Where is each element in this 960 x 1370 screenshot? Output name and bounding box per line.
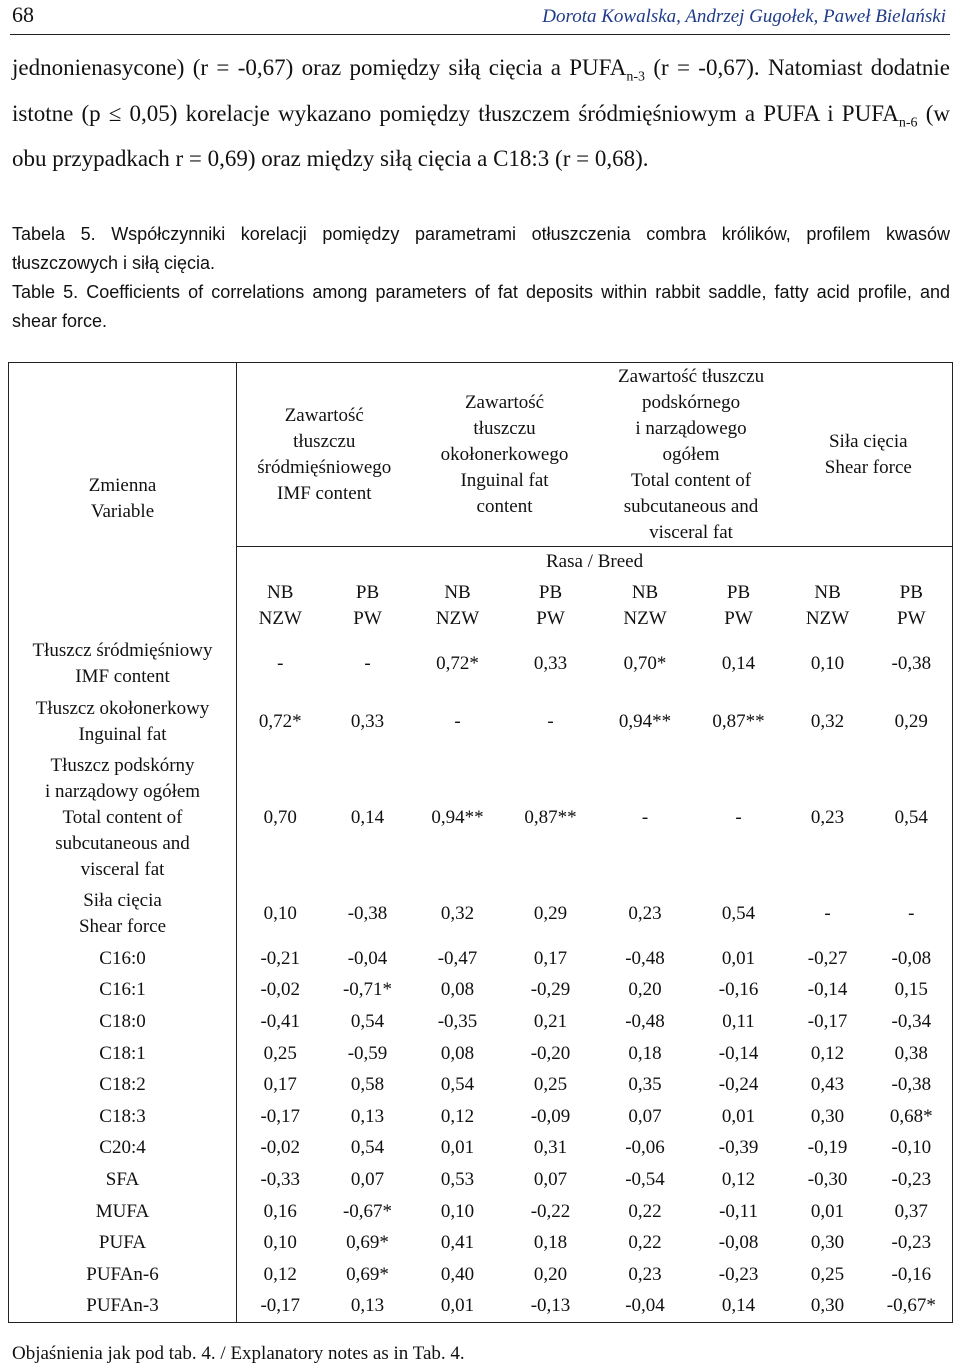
breed-header-text: PB bbox=[355, 582, 380, 603]
value-cell: 0,54 bbox=[350, 1137, 385, 1159]
value-cell: 0,69* bbox=[346, 1232, 389, 1254]
group-header-text: Zawartość bbox=[464, 391, 545, 413]
value-cell: 0,01 bbox=[721, 1105, 756, 1127]
breed-header-cell bbox=[871, 577, 953, 635]
value-cell: 0,54 bbox=[350, 1010, 385, 1032]
value-cell: - bbox=[641, 807, 649, 828]
value-cell: 0,38 bbox=[871, 1038, 953, 1070]
page-number: 68 bbox=[12, 2, 34, 27]
value-cell: 0,12 bbox=[810, 1042, 845, 1064]
value-cell: 0,32 bbox=[440, 903, 475, 924]
value-cell: 0,13 bbox=[324, 1291, 412, 1323]
value-cell: -0,54 bbox=[625, 1168, 665, 1190]
value-cell: -0,20 bbox=[530, 1042, 571, 1064]
row-label-text: Siła cięcia bbox=[83, 890, 162, 911]
value-cell: -0,38 bbox=[871, 1069, 953, 1101]
value-cell: - bbox=[824, 903, 831, 924]
row-label-text: IMF content bbox=[75, 666, 170, 687]
value-cell: -0,04 bbox=[347, 947, 388, 969]
value-cell: 0,23 bbox=[810, 807, 845, 828]
group-header-text: tłuszczu bbox=[293, 430, 356, 452]
value-cell: -0,02 bbox=[260, 979, 301, 1001]
value-cell: 0,20 bbox=[533, 1263, 568, 1285]
table-row bbox=[9, 1291, 953, 1323]
breed-header-text: PW bbox=[724, 608, 753, 629]
table-row bbox=[9, 1006, 953, 1038]
value-cell: 0,18 bbox=[628, 1042, 662, 1064]
value-cell: 0,33 bbox=[350, 711, 385, 732]
value-cell: 0,10 bbox=[263, 1232, 297, 1254]
variable-header-cell bbox=[9, 363, 237, 636]
breed-header-text: NZW bbox=[805, 608, 850, 629]
group-header-text: Inguinal fat bbox=[460, 469, 549, 491]
row-label-cell: PUFAn-3 bbox=[9, 1291, 237, 1323]
table-row bbox=[9, 751, 953, 885]
value-cell: 0,21 bbox=[533, 1010, 568, 1032]
value-cell: 0,94** bbox=[618, 711, 672, 732]
value-cell: 0,17 bbox=[533, 947, 568, 969]
value-cell: -0,04 bbox=[598, 1291, 693, 1323]
row-label-cell: C18:2 bbox=[9, 1069, 237, 1101]
value-cell: -0,34 bbox=[871, 1006, 953, 1038]
value-cell: - bbox=[735, 807, 742, 828]
running-header bbox=[10, 0, 950, 35]
value-cell: 0,37 bbox=[871, 1196, 953, 1228]
variable-header-text: Variable bbox=[90, 501, 155, 522]
value-cell: 0,54 bbox=[871, 751, 953, 885]
value-cell: -0,67* bbox=[871, 1291, 953, 1323]
row-label-cell: SFA bbox=[9, 1164, 237, 1196]
value-cell: 0,87** bbox=[712, 711, 765, 732]
table-row bbox=[9, 1259, 953, 1291]
value-cell: 0,17 bbox=[263, 1074, 297, 1096]
value-cell: 0,11 bbox=[722, 1010, 755, 1032]
row-label-cell: C18:1 bbox=[9, 1038, 237, 1070]
value-cell: 0,20 bbox=[628, 979, 662, 1001]
body-text: jednonienasycone) (r = -0,67) oraz pomiędzy siłą cięcia a PUFA bbox=[12, 55, 627, 80]
value-cell: -0,17 bbox=[260, 1105, 301, 1127]
table-footnote: Objaśnienia jak pod tab. 4. / Explanatory notes as in Tab. 4. bbox=[12, 1343, 465, 1364]
row-label-cell bbox=[9, 751, 237, 885]
value-cell: 0,22 bbox=[628, 1200, 662, 1222]
value-cell: 0,12 bbox=[440, 1105, 475, 1127]
row-label-cell: MUFA bbox=[9, 1196, 237, 1228]
breed-header-cell bbox=[412, 577, 504, 635]
value-cell: 0,29 bbox=[871, 693, 953, 751]
breed-header-text: NB bbox=[444, 582, 471, 603]
group-header-text: IMF content bbox=[277, 482, 372, 504]
group-header-text: subcutaneous and bbox=[623, 495, 759, 517]
breed-header-cell bbox=[324, 577, 412, 635]
body-text: (r = -0,67). Natomiast dodatnie istotne (p ≤ 0,05) korelacje wykazano pomiędzy tłuszczem śródmięśniowym a PUFA i PUFA bbox=[12, 55, 951, 126]
breed-header-text: PB bbox=[726, 582, 751, 603]
caption-polish: Tabela 5. Współczynniki korelacji pomiędzy parametrami otłuszczenia combra królików, profilem kwasów tłuszczowych i siłą cięcia. bbox=[12, 224, 950, 273]
body-paragraph bbox=[12, 50, 950, 177]
value-cell: -0,38 bbox=[871, 635, 953, 693]
value-cell: 0,10 bbox=[440, 1200, 475, 1222]
value-cell: 0,10 bbox=[263, 903, 297, 924]
value-cell: -0,30 bbox=[807, 1168, 848, 1190]
body-text: (w obu przypadkach r = 0,69) oraz między siłą cięcia a C18:3 (r = 0,68). bbox=[12, 100, 950, 172]
row-label-cell bbox=[9, 635, 237, 693]
value-cell: -0,23 bbox=[871, 1227, 953, 1259]
value-cell: -0,33 bbox=[260, 1168, 301, 1190]
value-cell: 0,25 bbox=[533, 1074, 568, 1096]
breed-header-cell bbox=[693, 577, 785, 635]
table-row bbox=[9, 1164, 953, 1196]
value-cell: -0,41 bbox=[260, 1010, 301, 1032]
value-cell: 0,12 bbox=[263, 1263, 297, 1285]
breed-header-text: PW bbox=[536, 608, 565, 629]
breed-header-text: PB bbox=[538, 582, 563, 603]
breed-header-text: NB bbox=[631, 582, 659, 603]
value-cell: 0,70* bbox=[623, 653, 667, 674]
value-cell: 0,01 bbox=[810, 1200, 845, 1222]
value-cell: 0,69* bbox=[346, 1263, 389, 1285]
group-header-cell bbox=[412, 363, 598, 547]
value-cell: 0,54 bbox=[721, 903, 756, 924]
value-cell: -0,11 bbox=[719, 1200, 758, 1222]
table-row bbox=[9, 1101, 953, 1133]
value-cell: -0,08 bbox=[718, 1232, 759, 1254]
group-header-text: content bbox=[476, 495, 533, 517]
table-row bbox=[9, 1227, 953, 1259]
value-cell: 0,25 bbox=[263, 1042, 297, 1064]
correlation-table bbox=[8, 362, 953, 1323]
body-subscript: n-6 bbox=[898, 115, 918, 131]
value-cell: -0,39 bbox=[718, 1137, 759, 1159]
group-header-text: Zawartość bbox=[284, 404, 364, 426]
value-cell: -0,21 bbox=[260, 947, 301, 969]
row-label-text: Total content of bbox=[62, 807, 183, 828]
table-row bbox=[9, 975, 953, 1007]
group-header-cell bbox=[598, 363, 785, 547]
value-cell: -0,14 bbox=[807, 979, 848, 1001]
value-cell: 0,29 bbox=[533, 903, 568, 924]
breed-header-text: NB bbox=[814, 582, 841, 603]
value-cell: -0,71* bbox=[342, 979, 393, 1001]
value-cell: 0,41 bbox=[440, 1232, 475, 1254]
value-cell: -0,24 bbox=[718, 1074, 759, 1096]
row-label-text: i narządowy ogółem bbox=[44, 781, 201, 802]
value-cell: 0,07 bbox=[628, 1105, 662, 1127]
group-header-text: Shear force bbox=[824, 456, 912, 478]
value-cell: 0,07 bbox=[533, 1168, 568, 1190]
value-cell: 0,35 bbox=[628, 1074, 662, 1096]
row-label-cell: PUFAn-6 bbox=[9, 1259, 237, 1291]
caption-english: Table 5. Coefficients of correlations among parameters of fat deposits within rabbit saddle, fatty acid profile, and shear force. bbox=[12, 282, 950, 331]
breed-header-cell bbox=[504, 577, 598, 635]
group-header-text: Siła cięcia bbox=[828, 430, 908, 452]
value-cell: 0,01 bbox=[412, 1291, 504, 1323]
value-cell: 0,30 bbox=[810, 1105, 845, 1127]
value-cell: 0,01 bbox=[721, 947, 756, 969]
row-label-text: Shear force bbox=[78, 916, 167, 937]
group-header-text: ogółem bbox=[662, 443, 720, 465]
value-cell: 0,53 bbox=[440, 1168, 475, 1190]
table-row bbox=[9, 943, 953, 975]
table-row bbox=[9, 1196, 953, 1228]
value-cell: 0,08 bbox=[440, 1042, 475, 1064]
rasa-breed-cell: Rasa / Breed bbox=[237, 547, 953, 578]
value-cell: 0,70 bbox=[263, 807, 297, 828]
value-cell: -0,22 bbox=[530, 1200, 571, 1222]
value-cell: 0,30 bbox=[785, 1291, 871, 1323]
breed-header-text: PW bbox=[897, 608, 926, 629]
breed-header-cell bbox=[598, 577, 693, 635]
value-cell: - bbox=[547, 711, 554, 732]
value-cell: 0,08 bbox=[440, 979, 475, 1001]
running-authors: Dorota Kowalska, Andrzej Gugołek, Paweł Bielański bbox=[542, 6, 946, 27]
group-header-cell bbox=[785, 363, 953, 547]
group-header-text: podskórnego bbox=[641, 391, 741, 413]
row-label-text: Tłuszcz okołonerkowy bbox=[35, 698, 210, 719]
value-cell: 0,94** bbox=[431, 807, 484, 828]
value-cell: -0,14 bbox=[718, 1042, 759, 1064]
table-row bbox=[9, 1133, 953, 1165]
row-label-text: Inguinal fat bbox=[78, 724, 167, 745]
breed-header-cell bbox=[785, 577, 871, 635]
row-label-text: subcutaneous and bbox=[55, 833, 190, 854]
value-cell: 0,30 bbox=[810, 1232, 845, 1254]
value-cell: 0,23 bbox=[628, 903, 662, 924]
value-cell: 0,40 bbox=[440, 1263, 475, 1285]
value-cell: -0,48 bbox=[625, 947, 665, 969]
breed-header-text: NB bbox=[267, 582, 294, 603]
table-row bbox=[9, 635, 953, 693]
value-cell: 0,23 bbox=[628, 1263, 662, 1285]
value-cell: 0,72* bbox=[436, 653, 479, 674]
table-row bbox=[9, 1069, 953, 1101]
value-cell: 0,31 bbox=[533, 1137, 568, 1159]
group-header-text: Zawartość tłuszczu bbox=[617, 365, 765, 387]
breed-header-text: NZW bbox=[435, 608, 480, 629]
value-cell: -0,16 bbox=[718, 979, 759, 1001]
value-cell: - bbox=[364, 653, 371, 674]
group-header-text: okołonerkowego bbox=[440, 443, 569, 465]
value-cell: -0,17 bbox=[237, 1291, 324, 1323]
row-label-cell bbox=[9, 885, 237, 943]
value-cell: 0,25 bbox=[810, 1263, 845, 1285]
row-label-cell: C20:4 bbox=[9, 1133, 237, 1165]
value-cell: 0,14 bbox=[693, 1291, 785, 1323]
value-cell: -0,48 bbox=[625, 1010, 665, 1032]
value-cell: 0,12 bbox=[721, 1168, 756, 1190]
value-cell: 0,15 bbox=[871, 975, 953, 1007]
value-cell: -0,19 bbox=[807, 1137, 848, 1159]
row-label-cell: PUFA bbox=[9, 1227, 237, 1259]
value-cell: -0,27 bbox=[807, 947, 848, 969]
value-cell: 0,01 bbox=[440, 1137, 475, 1159]
breed-header-text: PW bbox=[353, 608, 382, 629]
group-header-text: visceral fat bbox=[649, 521, 733, 543]
value-cell: -0,17 bbox=[807, 1010, 848, 1032]
value-cell: -0,16 bbox=[871, 1259, 953, 1291]
value-cell: -0,23 bbox=[718, 1263, 759, 1285]
breed-header-text: NZW bbox=[258, 608, 302, 629]
row-label-cell: C16:1 bbox=[9, 975, 237, 1007]
row-label-cell: C18:3 bbox=[9, 1101, 237, 1133]
value-cell: 0,54 bbox=[440, 1074, 475, 1096]
value-cell: - bbox=[454, 711, 461, 732]
value-cell: -0,02 bbox=[260, 1137, 301, 1159]
value-cell: 0,18 bbox=[533, 1232, 568, 1254]
value-cell: -0,06 bbox=[625, 1137, 665, 1159]
value-cell: - bbox=[871, 885, 953, 943]
row-label-cell: C18:0 bbox=[9, 1006, 237, 1038]
value-cell: 0,13 bbox=[350, 1105, 385, 1127]
table-row bbox=[9, 693, 953, 751]
header-row bbox=[9, 363, 953, 547]
row-label-cell bbox=[9, 693, 237, 751]
value-cell: -0,59 bbox=[347, 1042, 388, 1064]
value-cell: 0,10 bbox=[810, 653, 845, 674]
variable-header-text: Zmienna bbox=[88, 475, 157, 496]
breed-header-cell bbox=[237, 577, 324, 635]
value-cell: 0,68* bbox=[871, 1101, 953, 1133]
breed-header-text: NZW bbox=[623, 608, 667, 629]
value-cell: - bbox=[277, 653, 284, 674]
value-cell: 0,43 bbox=[810, 1074, 845, 1096]
group-header-text: tłuszczu bbox=[473, 417, 536, 439]
table-row bbox=[9, 1038, 953, 1070]
table-row bbox=[9, 885, 953, 943]
row-label-text: visceral fat bbox=[80, 859, 165, 880]
row-label-text: Tłuszcz śródmięśniowy bbox=[32, 640, 213, 661]
value-cell: 0,87** bbox=[524, 807, 577, 828]
value-cell: 0,32 bbox=[810, 711, 845, 732]
value-cell: -0,09 bbox=[530, 1105, 571, 1127]
body-subscript: n-3 bbox=[626, 69, 646, 85]
row-label-text: Tłuszcz podskórny bbox=[50, 755, 195, 776]
value-cell: 0,16 bbox=[263, 1200, 297, 1222]
table-caption bbox=[12, 220, 950, 336]
group-header-text: i narządowego bbox=[635, 417, 747, 439]
value-cell: 0,33 bbox=[533, 653, 568, 674]
row-label-cell: C16:0 bbox=[9, 943, 237, 975]
value-cell: -0,35 bbox=[437, 1010, 478, 1032]
value-cell: 0,72* bbox=[258, 711, 302, 732]
value-cell: 0,58 bbox=[350, 1074, 385, 1096]
value-cell: -0,47 bbox=[437, 947, 478, 969]
group-header-text: Total content of bbox=[631, 469, 752, 491]
value-cell: 0,22 bbox=[628, 1232, 662, 1254]
value-cell: -0,23 bbox=[871, 1164, 953, 1196]
group-header-text: śródmięśniowego bbox=[257, 456, 392, 478]
value-cell: 0,14 bbox=[350, 807, 385, 828]
breed-header-text: PB bbox=[899, 582, 923, 603]
value-cell: -0,13 bbox=[504, 1291, 598, 1323]
value-cell: -0,10 bbox=[871, 1133, 953, 1165]
value-cell: -0,08 bbox=[871, 943, 953, 975]
value-cell: 0,07 bbox=[350, 1168, 385, 1190]
value-cell: -0,67* bbox=[342, 1200, 393, 1222]
value-cell: -0,38 bbox=[347, 903, 388, 924]
value-cell: 0,14 bbox=[721, 653, 756, 674]
group-header-cell bbox=[237, 363, 412, 547]
value-cell: -0,29 bbox=[530, 979, 571, 1001]
